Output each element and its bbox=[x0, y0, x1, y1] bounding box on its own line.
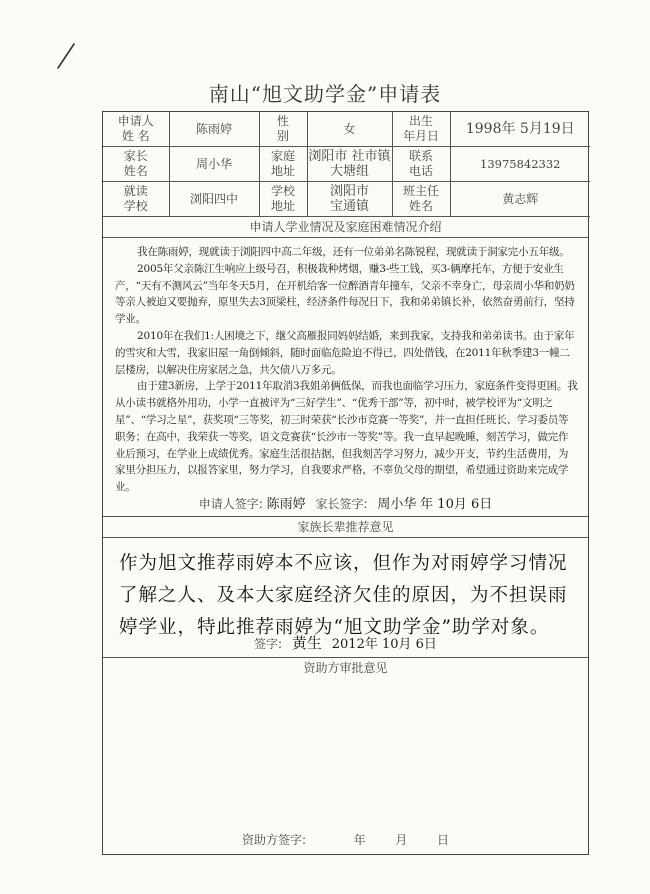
school-address-value: 浏阳市 宝通镇 bbox=[307, 182, 392, 217]
label-parent-name: 家长 姓名 bbox=[103, 147, 169, 182]
label-phone: 联系 电话 bbox=[392, 147, 450, 182]
pen-stroke-mark bbox=[46, 40, 86, 70]
label-home-address: 家庭 地址 bbox=[259, 147, 307, 182]
parent-signature-label: 家长签字: bbox=[315, 497, 368, 511]
document-title: 南山“旭文助学金”申请表 bbox=[208, 82, 442, 106]
sponsor-signature-label: 资助方签字: bbox=[241, 833, 307, 847]
info-row bbox=[103, 182, 590, 217]
birthdate-value: 1998年 5月19日 bbox=[450, 112, 590, 147]
applicant-info-table bbox=[103, 112, 590, 217]
recommendation-section bbox=[103, 538, 588, 658]
section-heading-recommendation: 家族长辈推荐意见 bbox=[103, 517, 588, 538]
parent-name-value: 周小华 bbox=[169, 147, 259, 182]
sponsor-month-label: 月 bbox=[395, 833, 408, 847]
paragraph: 我在陈雨婷，现就读于浏阳四中高二年级，还有一位弟弟名陈锐程，现就读于洞家完小五年级。 bbox=[137, 246, 570, 258]
recommender-signature-label: 签字: bbox=[254, 637, 283, 651]
sponsor-signature-row bbox=[103, 831, 588, 848]
applicant-signature-row bbox=[103, 493, 588, 512]
section-heading-study-family: 申请人学业情况及家庭困难情况介绍 bbox=[103, 217, 588, 238]
parent-signature: 周小华 bbox=[377, 497, 417, 512]
application-form bbox=[102, 111, 589, 855]
sponsor-year-label: 年 bbox=[353, 833, 366, 847]
label-applicant-name: 申请人 姓 名 bbox=[103, 112, 169, 147]
head-teacher-value: 黄志辉 bbox=[450, 182, 590, 217]
phone-value: 13975842332 bbox=[450, 147, 590, 182]
study-family-section bbox=[103, 238, 588, 517]
info-row bbox=[103, 147, 590, 182]
info-row bbox=[103, 112, 590, 147]
applicant-name-value: 陈雨婷 bbox=[169, 112, 259, 147]
school-value: 浏阳四中 bbox=[169, 182, 259, 217]
home-address-value: 浏阳市 社市镇 大塘组 bbox=[307, 147, 392, 182]
recommendation-text: 作为旭文推荐雨婷本不应该，但作为对雨婷学习情况了解之人、及本大家庭经济欠佳的原因，为不担误雨婷学业，特此推荐雨婷为“旭文助学金”助学对象。 bbox=[119, 553, 568, 638]
section-heading-sponsor: 资助方审批意见 bbox=[303, 661, 388, 675]
label-head-teacher: 班主任 姓名 bbox=[392, 182, 450, 217]
sponsor-approval-section bbox=[103, 678, 588, 878]
paragraph: 2010年在我们1:人困境之下，继父高雁报同妈妈结婚，来到我家，支持我和弟弟读书。由于家年的雪灾和大雪，我家旧屋一角倒倾斜，随时面临危险迫不得已，四处借钱，在2011年秋季建3一幢二层楼房，以解决住房家居之急，共欠债八万多元。 bbox=[115, 329, 575, 376]
recommender-signature: 黄生 bbox=[291, 634, 322, 652]
label-school: 就读 学校 bbox=[103, 182, 169, 217]
paragraph: 由于建3新房，上学于2011年取消3我姐弟俩低保，而我也面临学习压力，家庭条件变得更困。我从小读书就格外用功，小学一直被评为“三好学生”、“优秀干部”等，初中时，被学校评为“文明之星”、“学习之星”，获奖项“三等奖，初三时荣获“长沙市竞赛一等奖”，并一直担任班长、学习委员等职务；在高中，我荣获一等奖，语文竞赛获“长沙市一等奖”等。我一直早起晚睡，刻苦学习，做完作业后预习，在学业上成绩优秀。家庭生活很拮据，但我刻苦学习努力，减少开支，节约生活费用，为家里分担压力，以报答家里，努力学习，自我要求严格，不辜负父母的期望，希望通过资助来完成学业。 bbox=[115, 380, 578, 494]
gender-value: 女 bbox=[307, 112, 392, 147]
label-school-address: 学校 地址 bbox=[259, 182, 307, 217]
label-birthdate: 出生 年月日 bbox=[392, 112, 450, 147]
label-gender: 性 别 bbox=[259, 112, 307, 147]
sponsor-day-label: 日 bbox=[437, 833, 450, 847]
applicant-signature-label: 申请人签字: bbox=[198, 497, 263, 511]
recommender-sign-date: 2012年 10月 6日 bbox=[331, 637, 437, 652]
applicant-sign-date: 年 10月 6日 bbox=[420, 497, 493, 512]
recommender-signature-row bbox=[103, 632, 588, 653]
paragraph: 2005年父亲陈江生响应上级号召，积极栽种烤烟，赚3-些工钱，买3-辆摩托车，方便于安业生产，“天有不测风云”当年冬天5月，在开机给客一位醉酒青年撞车，父亲不幸身亡，母亲周小华和奶奶等亲人被迫又要抛弃，原里失去3顶梁柱，经济条件每况日下，我和弟弟镇长补，依然奋勇前行，坚持学业。 bbox=[115, 262, 575, 326]
applicant-signature: 陈雨婷 bbox=[266, 497, 306, 512]
